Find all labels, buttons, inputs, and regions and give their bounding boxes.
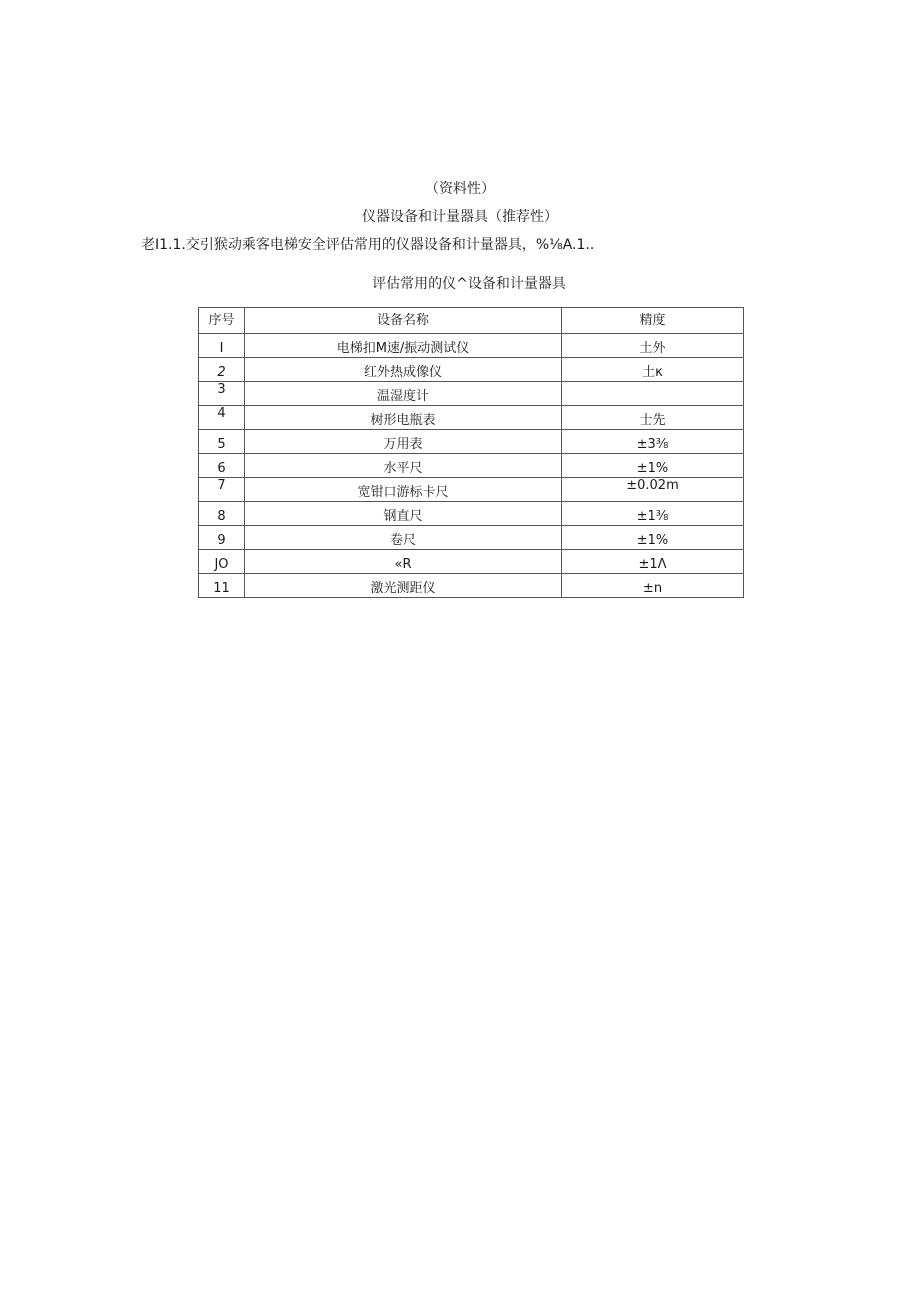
row-precision: 土κ — [562, 358, 744, 382]
row-index: JO — [199, 550, 245, 574]
table-row — [199, 358, 744, 382]
row-index: 7 — [199, 478, 245, 502]
row-index: 4 — [199, 406, 245, 430]
row-precision: ±1% — [562, 526, 744, 550]
column-header-name: 设备名称 — [245, 308, 562, 334]
row-equipment-name: «R — [245, 550, 562, 574]
row-equipment-name: 宽钳口游标卡尺 — [245, 478, 562, 502]
table-row — [199, 526, 744, 550]
row-index: 8 — [199, 502, 245, 526]
table-row — [199, 574, 744, 598]
row-precision: 士先 — [562, 406, 744, 430]
row-precision: ±1Λ — [562, 550, 744, 574]
column-header-precision: 精度 — [562, 308, 744, 334]
row-index: 3 — [199, 382, 245, 406]
row-index: 11 — [199, 574, 245, 598]
equipment-table — [198, 307, 744, 598]
table-caption: 评估常用的仪^设备和计量器具 — [372, 276, 566, 292]
row-equipment-name: 温湿度计 — [245, 382, 562, 406]
table-row — [199, 382, 744, 406]
intro-paragraph: 老I1.1.交引猴动乘客电梯安全评估常用的仪器设备和计量器具，%⅛A.1.. — [141, 237, 595, 253]
appendix-label: （资料性） — [425, 181, 495, 197]
row-precision — [562, 382, 744, 406]
row-precision: ±n — [562, 574, 744, 598]
row-precision: 土外 — [562, 334, 744, 358]
table-row — [199, 334, 744, 358]
table-row — [199, 454, 744, 478]
table-row — [199, 478, 744, 502]
row-precision: ±0.02m — [562, 478, 744, 502]
row-index: 2 — [199, 358, 245, 382]
row-equipment-name: 电梯扣M速/振动测试仪 — [245, 334, 562, 358]
section-heading: 仪器设备和计量器具（推荐性） — [362, 209, 558, 225]
row-precision: ±1% — [562, 454, 744, 478]
table-row — [199, 406, 744, 430]
row-equipment-name: 钢直尺 — [245, 502, 562, 526]
row-equipment-name: 红外热成像仪 — [245, 358, 562, 382]
table-row — [199, 550, 744, 574]
row-index: I — [199, 334, 245, 358]
row-equipment-name: 树形电瓶表 — [245, 406, 562, 430]
row-precision: ±3⅜ — [562, 430, 744, 454]
row-equipment-name: 卷尺 — [245, 526, 562, 550]
row-equipment-name: 水平尺 — [245, 454, 562, 478]
row-index: 9 — [199, 526, 245, 550]
table-row — [199, 502, 744, 526]
column-header-index: 序号 — [199, 308, 245, 334]
table-row — [199, 430, 744, 454]
row-index: 5 — [199, 430, 245, 454]
row-equipment-name: 激光测距仪 — [245, 574, 562, 598]
row-precision: ±1⅜ — [562, 502, 744, 526]
row-equipment-name: 万用表 — [245, 430, 562, 454]
table-header-row — [199, 308, 744, 334]
row-index: 6 — [199, 454, 245, 478]
